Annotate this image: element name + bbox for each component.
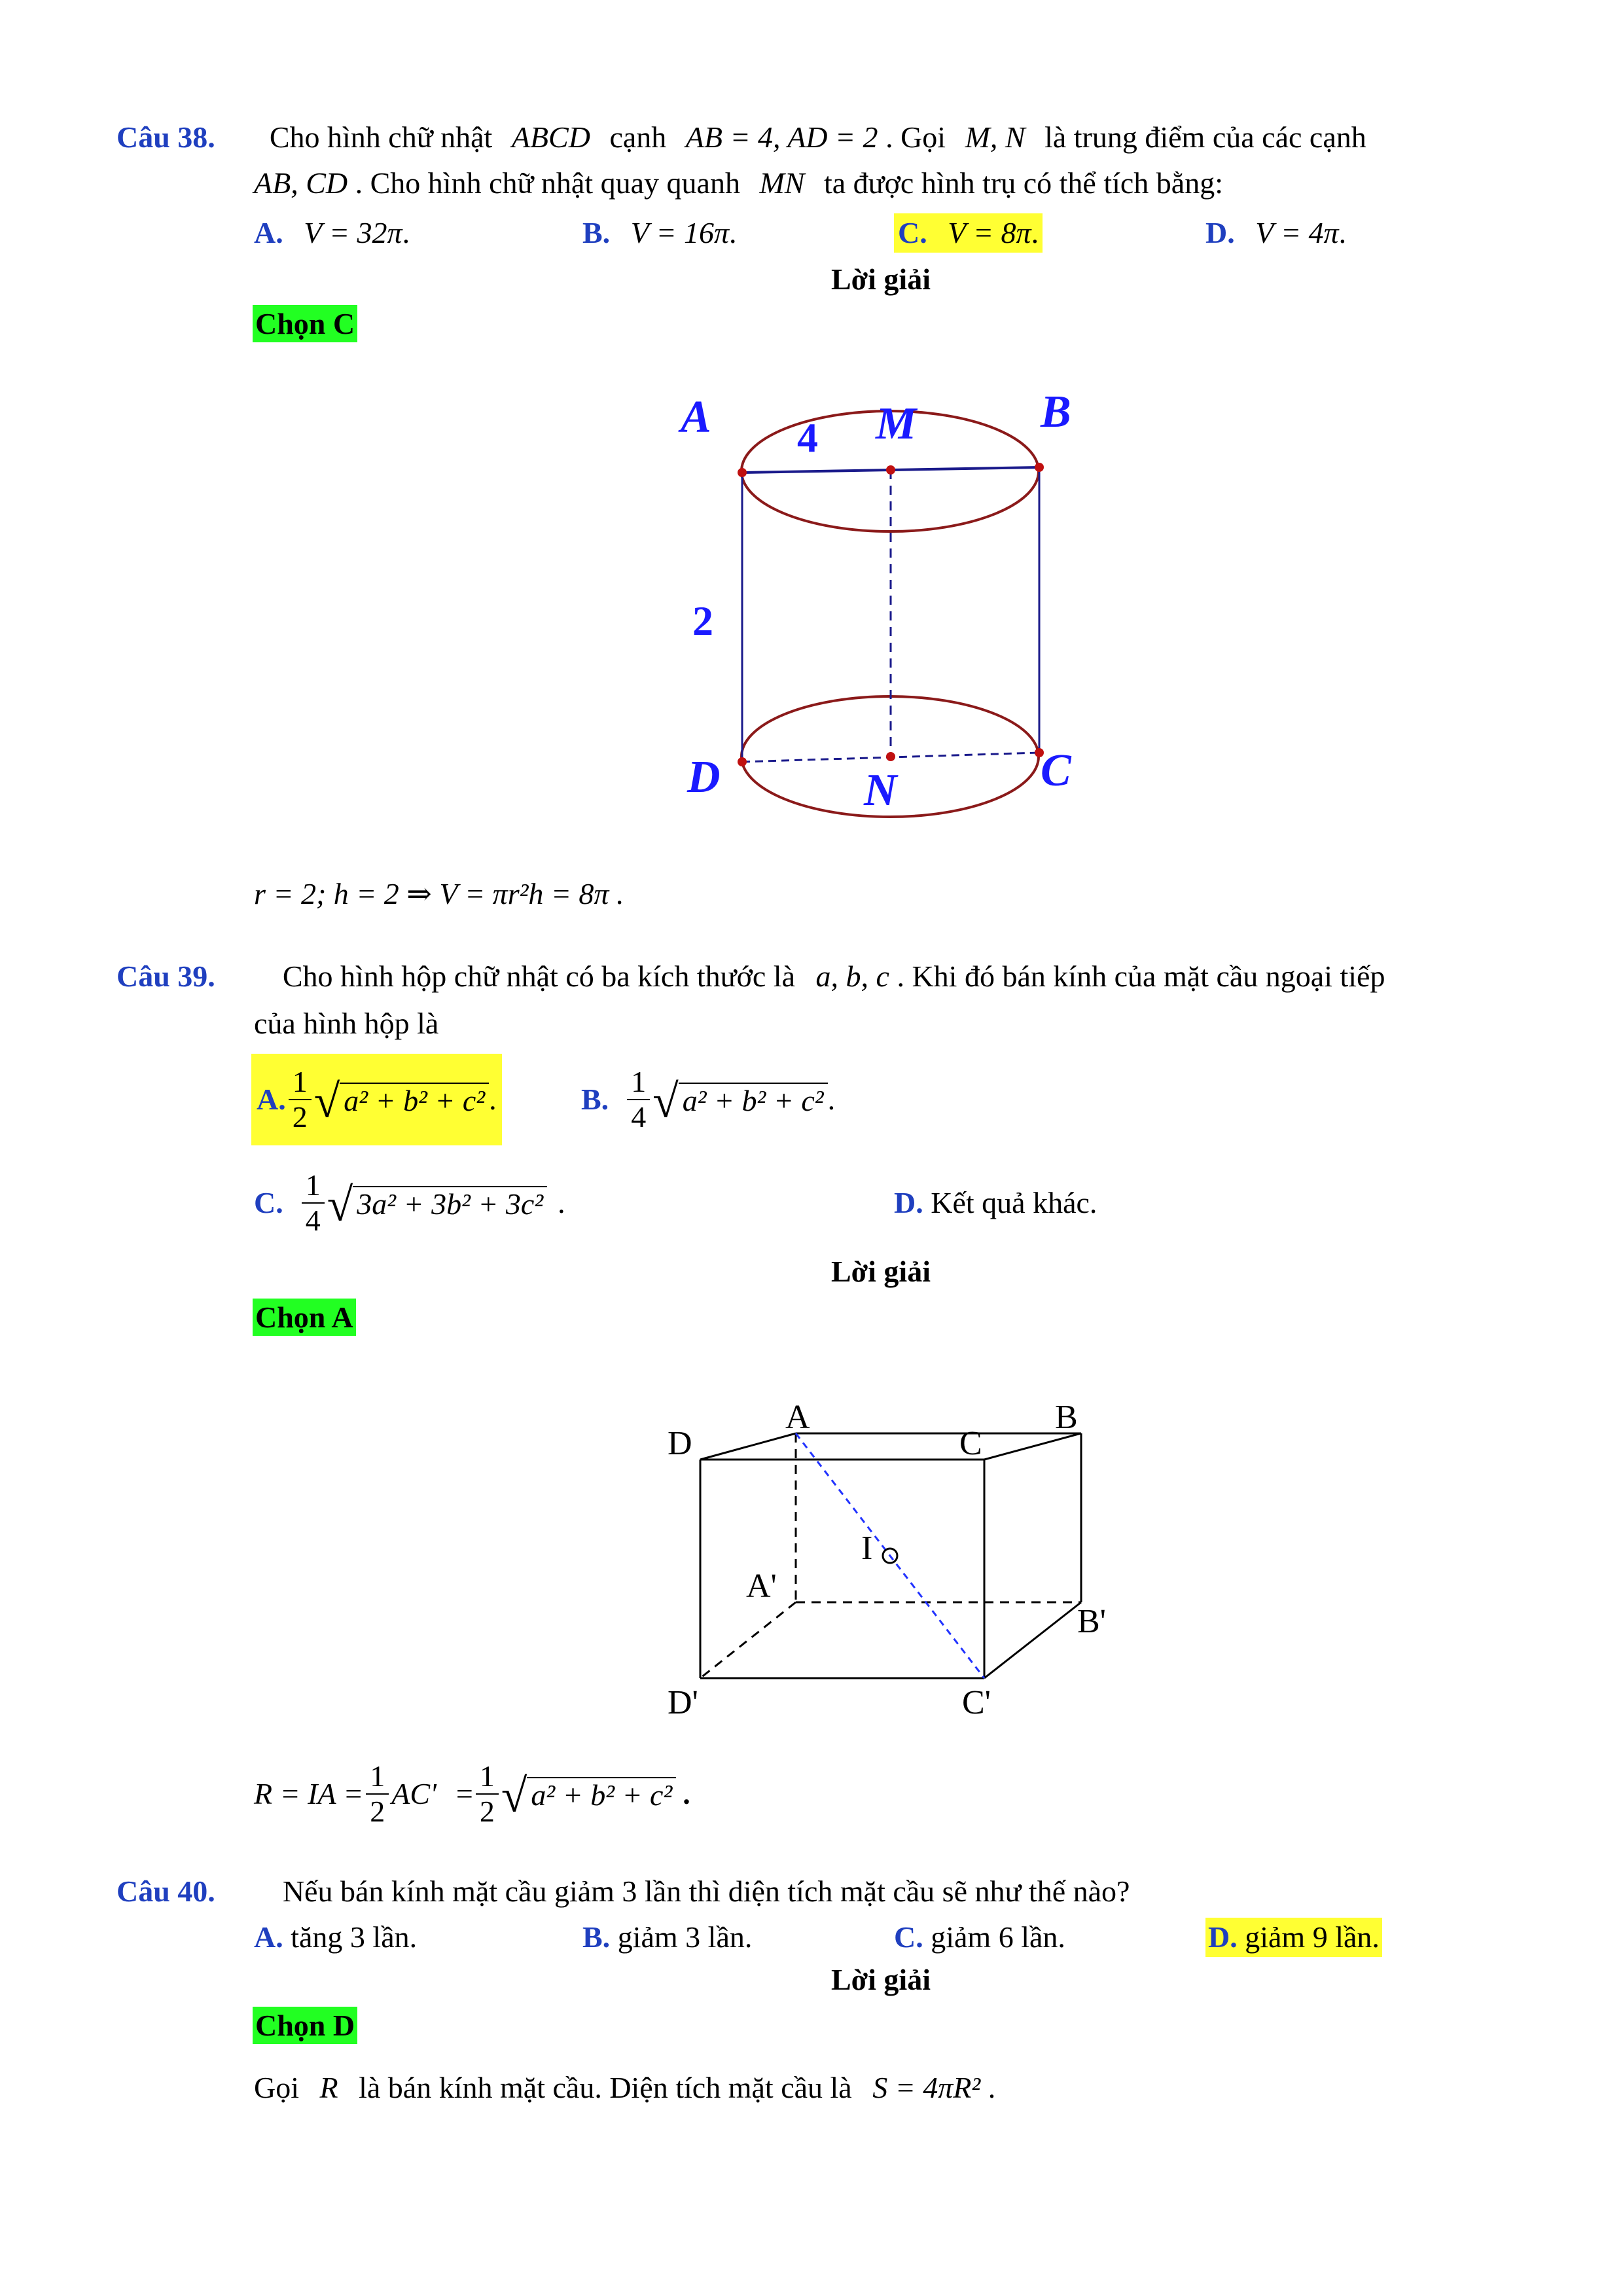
period: . bbox=[558, 1186, 565, 1219]
diagonal-ac1 bbox=[796, 1433, 984, 1678]
q40-option-b bbox=[582, 1918, 752, 1957]
fraction bbox=[366, 1759, 389, 1829]
label-b: B bbox=[1055, 1399, 1078, 1436]
q38-text: Cho hình chữ nhật bbox=[269, 120, 493, 154]
option-value: V = 16π bbox=[630, 216, 730, 249]
option-text: giảm 6 lần. bbox=[931, 1920, 1065, 1954]
label-d: D bbox=[668, 1425, 692, 1462]
work-math: R bbox=[319, 2071, 338, 2104]
q39-text: . Khi đó bán kính của mặt cầu ngoại tiếp bbox=[897, 960, 1385, 993]
q39-answer: Chọn A bbox=[253, 1299, 356, 1336]
work-text: = bbox=[455, 1777, 473, 1810]
numerator: 1 bbox=[302, 1168, 325, 1204]
option-value: V = 8π bbox=[948, 216, 1031, 249]
q38-math: AB, CD bbox=[254, 166, 348, 200]
denominator: 2 bbox=[370, 1795, 385, 1828]
option-key: A. bbox=[257, 1083, 286, 1116]
denominator: 4 bbox=[631, 1100, 647, 1134]
option-key: A. bbox=[254, 216, 283, 249]
square-root: √ a² + b² + c² bbox=[314, 1079, 489, 1121]
radicand: a² + b² + c² bbox=[340, 1083, 489, 1117]
q40-label: Câu 40. bbox=[116, 1874, 215, 1908]
label-n: N bbox=[864, 765, 897, 816]
square-root: √ a² + b² + c² bbox=[501, 1773, 676, 1815]
q38-option-b bbox=[582, 213, 737, 253]
q40-option-c bbox=[894, 1918, 1065, 1957]
numerator: 1 bbox=[476, 1759, 499, 1795]
work-text: . bbox=[988, 2071, 996, 2104]
q39-work bbox=[254, 1751, 690, 1837]
work-text: AC' bbox=[391, 1777, 437, 1810]
edge-bc bbox=[984, 1433, 1081, 1460]
q40-line1 bbox=[116, 1872, 1130, 1911]
period: . bbox=[827, 1083, 836, 1116]
option-text: giảm 3 lần. bbox=[617, 1920, 753, 1954]
option-value: V = 4π bbox=[1255, 216, 1339, 249]
square-root: √ 3a² + 3b² + 3c² bbox=[327, 1182, 547, 1224]
q39-text: Cho hình hộp chữ nhật có ba kích thước là bbox=[282, 960, 796, 993]
q38-math: MN bbox=[759, 166, 805, 200]
option-key: C. bbox=[254, 1186, 283, 1219]
label-a: A bbox=[681, 392, 711, 442]
q38-text: cạnh bbox=[609, 120, 667, 154]
q38-text: là trung điểm của các cạnh bbox=[1044, 120, 1366, 154]
option-text: giảm 9 lần. bbox=[1245, 1920, 1380, 1954]
fraction bbox=[476, 1759, 499, 1829]
option-text: Kết quả khác. bbox=[931, 1186, 1097, 1219]
fraction bbox=[627, 1065, 650, 1134]
point-d bbox=[738, 757, 747, 766]
option-end: . bbox=[1338, 216, 1347, 249]
edge-c1b1 bbox=[984, 1602, 1081, 1678]
q38-line2 bbox=[254, 164, 1223, 203]
option-key: B. bbox=[582, 1920, 611, 1954]
point-b bbox=[1035, 463, 1044, 472]
q38-text: . Cho hình chữ nhật quay quanh bbox=[355, 166, 740, 200]
fraction bbox=[302, 1168, 325, 1238]
denominator: 2 bbox=[292, 1100, 308, 1134]
label-d-prime: D' bbox=[668, 1684, 698, 1721]
option-value: V = 32π bbox=[304, 216, 402, 249]
point-n bbox=[886, 752, 895, 761]
q40-work bbox=[254, 2068, 995, 2108]
q38-work: r = 2; h = 2 ⇒ V = πr²h = 8π . bbox=[254, 877, 624, 910]
box-figure bbox=[654, 1394, 1126, 1734]
work-text: Gọi bbox=[254, 2071, 299, 2104]
edge-a1d1-hidden bbox=[700, 1602, 796, 1678]
label-c: C bbox=[1041, 745, 1071, 796]
label-ad-length: 2 bbox=[692, 598, 713, 644]
radicand: a² + b² + c² bbox=[679, 1083, 828, 1117]
radicand: a² + b² + c² bbox=[527, 1777, 676, 1812]
cylinder-figure bbox=[654, 386, 1113, 844]
label-i: I bbox=[861, 1530, 873, 1567]
option-key: D. bbox=[1205, 216, 1235, 249]
numerator: 1 bbox=[627, 1065, 650, 1100]
option-end: . bbox=[1031, 216, 1039, 249]
period: . bbox=[489, 1083, 497, 1116]
q39-option-d bbox=[894, 1183, 1097, 1223]
q39-line2: của hình hộp là bbox=[254, 1007, 439, 1040]
work-text: R = IA = bbox=[254, 1777, 364, 1810]
work-text: là bán kính mặt cầu. Diện tích mặt cầu là bbox=[359, 2071, 852, 2104]
q40-question: Nếu bán kính mặt cầu giảm 3 lần thì diện tích mặt cầu sẽ như thế nào? bbox=[282, 1874, 1130, 1908]
q39-math: a, b, c bbox=[815, 960, 889, 993]
q39-label: Câu 39. bbox=[116, 960, 215, 993]
q39-solution-title: Lời giải bbox=[831, 1255, 931, 1288]
label-a-prime: A' bbox=[746, 1568, 777, 1605]
period: . bbox=[683, 1777, 690, 1810]
label-ab-length: 4 bbox=[797, 414, 818, 461]
q40-solution-title: Lời giải bbox=[831, 1963, 931, 1996]
label-d: D bbox=[687, 752, 721, 802]
q39-option-c bbox=[254, 1157, 565, 1249]
point-m bbox=[886, 465, 895, 475]
q38-option-c bbox=[894, 213, 1043, 253]
option-key: A. bbox=[254, 1920, 283, 1954]
q40-answer: Chọn D bbox=[253, 2007, 357, 2044]
radicand: 3a² + 3b² + 3c² bbox=[353, 1186, 547, 1221]
numerator: 1 bbox=[289, 1065, 312, 1100]
option-end: . bbox=[402, 216, 410, 249]
option-key: C. bbox=[894, 1920, 923, 1954]
option-key: B. bbox=[581, 1083, 609, 1116]
q39-line1 bbox=[116, 957, 1385, 996]
label-b-prime: B' bbox=[1077, 1603, 1107, 1640]
q39-option-b bbox=[581, 1054, 835, 1145]
q38-label: Câu 38. bbox=[116, 120, 215, 154]
q38-math: M, N bbox=[965, 120, 1026, 154]
fraction bbox=[289, 1065, 312, 1134]
q38-math: AB = 4, AD = 2 bbox=[685, 120, 878, 154]
numerator: 1 bbox=[366, 1759, 389, 1795]
work-math: S = 4πR² bbox=[872, 2071, 981, 2104]
q39-option-a bbox=[251, 1054, 502, 1145]
option-end: . bbox=[729, 216, 737, 249]
denominator: 2 bbox=[479, 1795, 495, 1828]
q38-option-a bbox=[254, 213, 410, 253]
label-c: C bbox=[959, 1425, 982, 1462]
q38-solution-title: Lời giải bbox=[831, 262, 931, 296]
square-root: √ a² + b² + c² bbox=[652, 1079, 827, 1121]
q38-answer: Chọn C bbox=[253, 305, 357, 342]
option-key: D. bbox=[894, 1186, 923, 1219]
label-c-prime: C' bbox=[962, 1684, 991, 1721]
denominator: 4 bbox=[305, 1204, 321, 1237]
option-key: B. bbox=[582, 216, 611, 249]
option-key: D. bbox=[1208, 1920, 1238, 1954]
q38-math: ABCD bbox=[511, 120, 590, 154]
edge-da bbox=[700, 1433, 796, 1460]
label-a: A bbox=[785, 1399, 810, 1436]
q38-text: . Gọi bbox=[885, 120, 946, 154]
label-m: M bbox=[876, 399, 917, 449]
q40-option-a bbox=[254, 1918, 417, 1957]
point-a bbox=[738, 468, 747, 477]
option-text: tăng 3 lần. bbox=[291, 1920, 418, 1954]
label-b: B bbox=[1041, 387, 1071, 437]
q38-option-d bbox=[1205, 213, 1346, 253]
q38-text: ta được hình trụ có thể tích bằng: bbox=[823, 166, 1223, 200]
option-key: C. bbox=[898, 216, 927, 249]
q38-line1 bbox=[116, 118, 1366, 157]
q40-option-d bbox=[1205, 1918, 1382, 1957]
